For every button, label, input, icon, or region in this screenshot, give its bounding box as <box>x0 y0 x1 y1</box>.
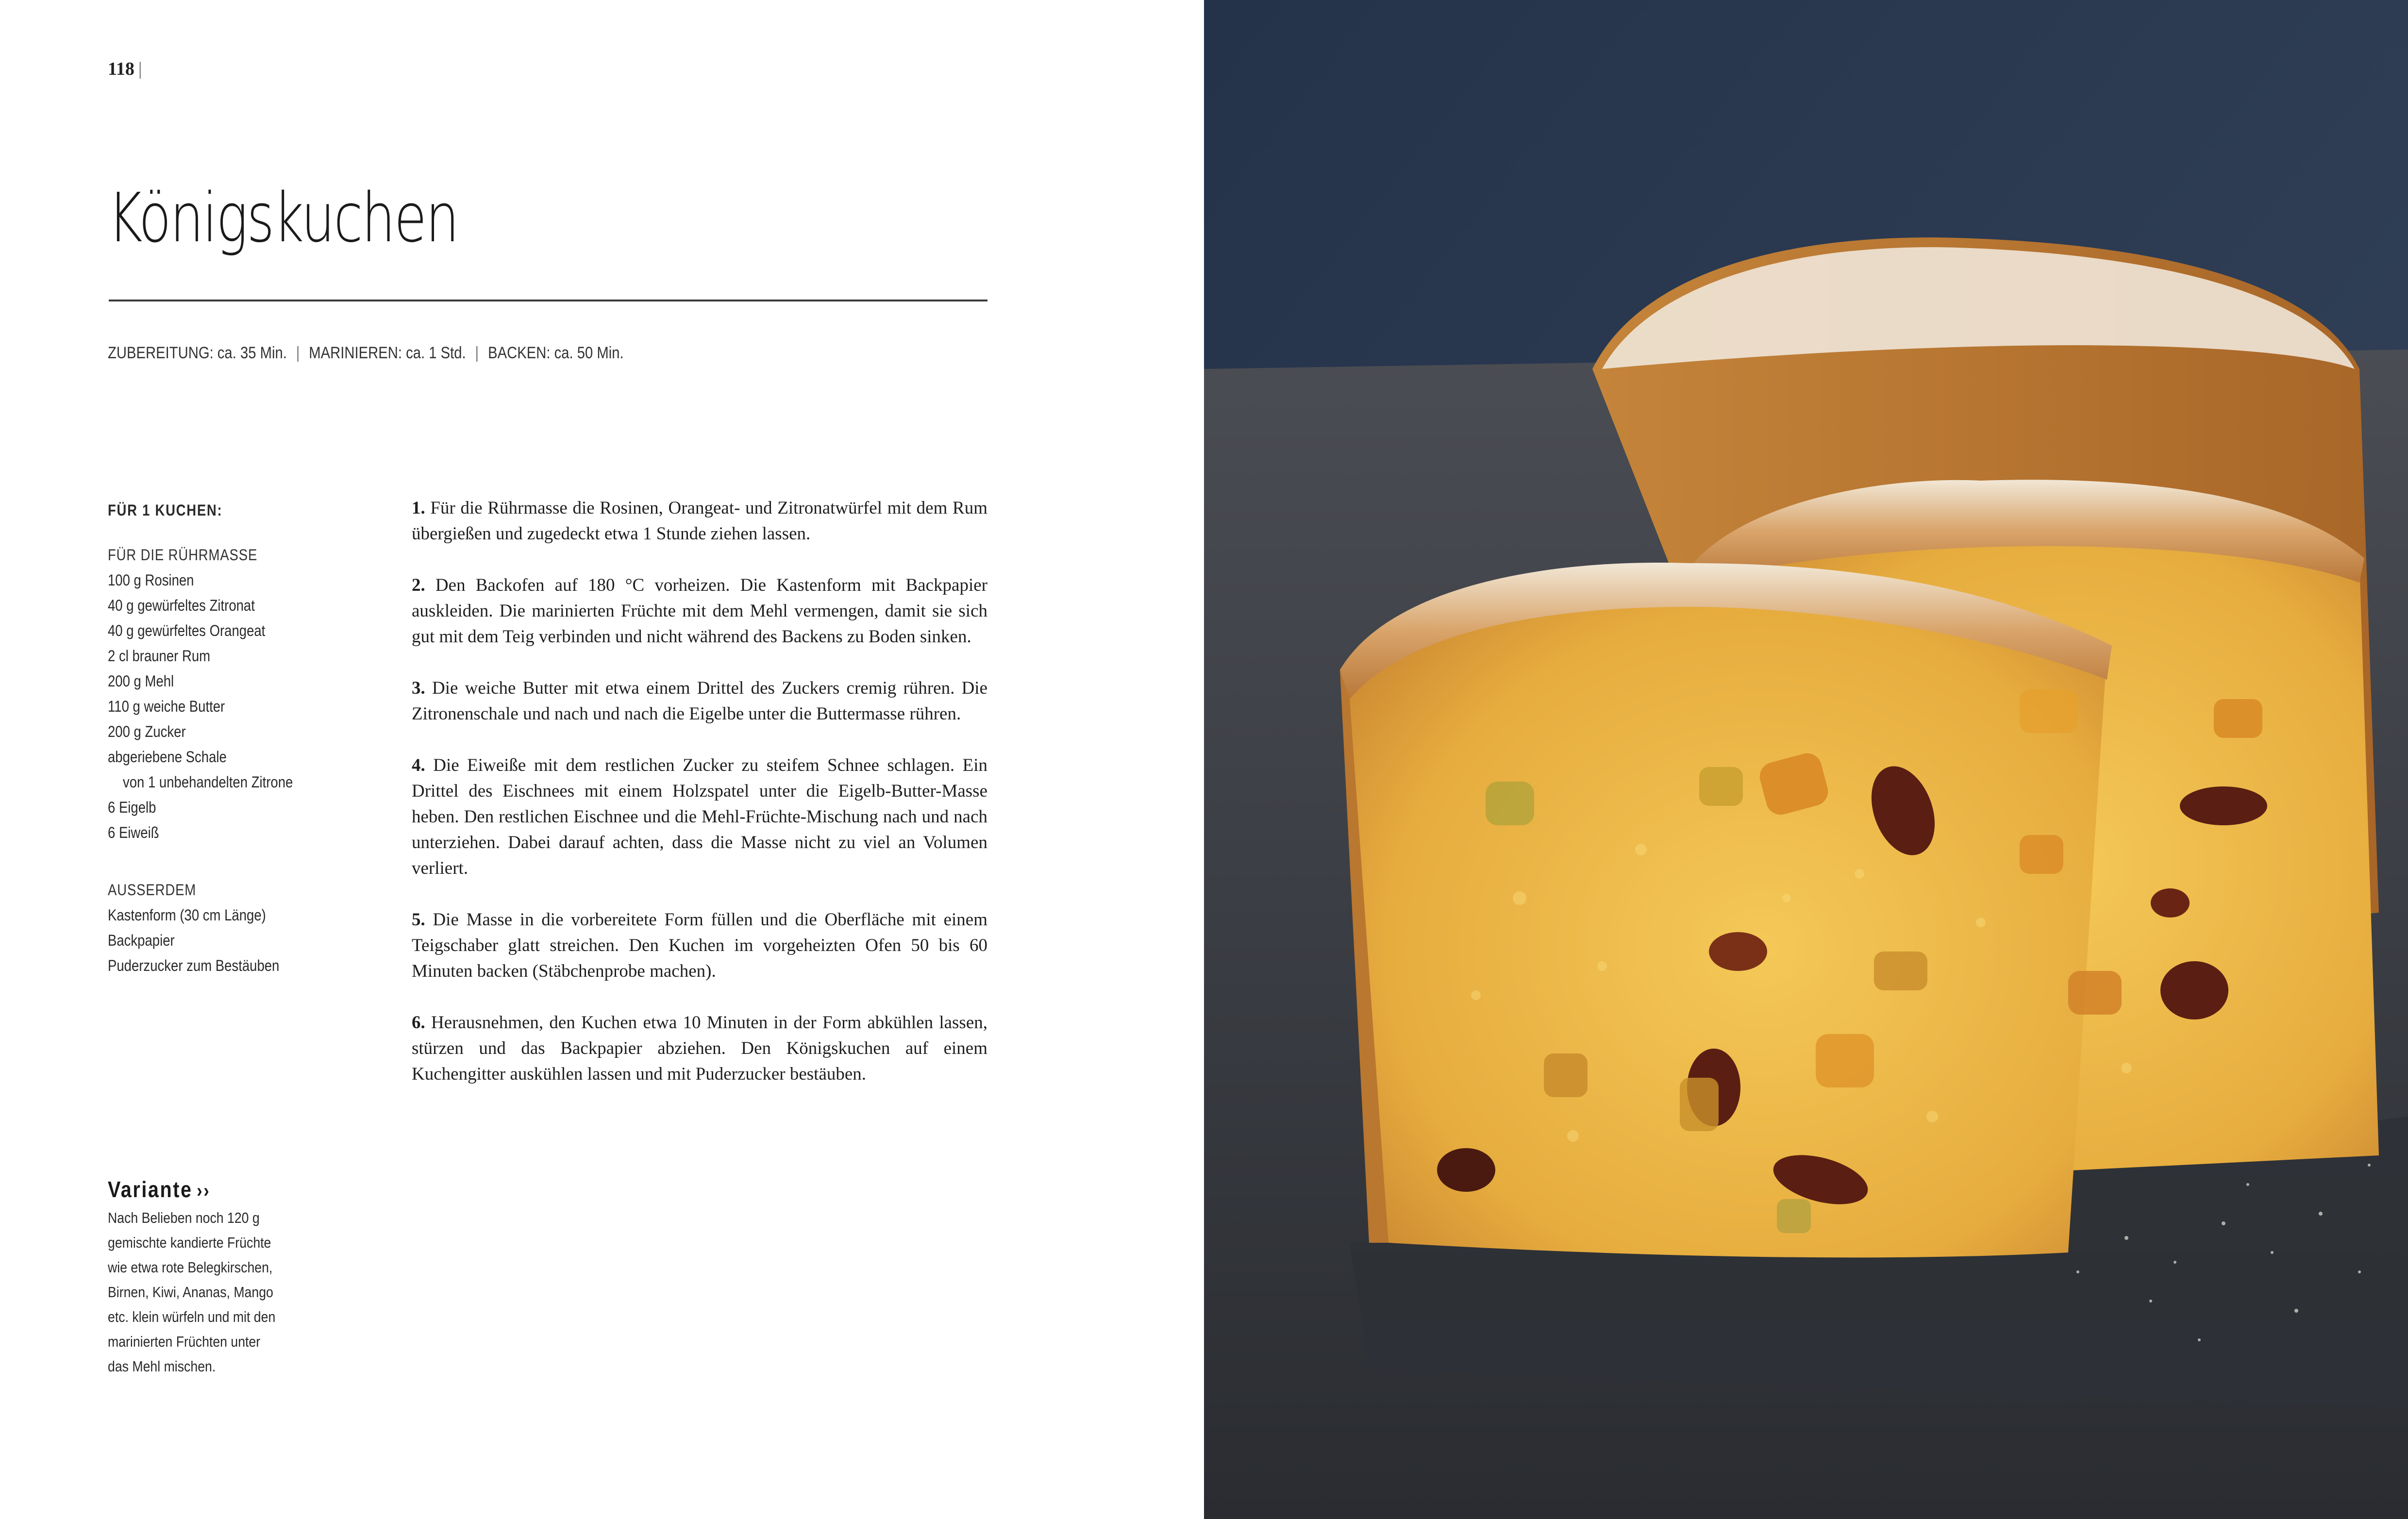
cake-photo <box>1204 0 2408 1519</box>
bake-time: BACKEN: ca. 50 Min. <box>488 344 624 362</box>
ingredients-heading: FÜR 1 KUCHEN: <box>108 501 223 519</box>
variation-line: etc. klein würfeln und mit den <box>108 1308 276 1325</box>
ingredients-column <box>108 498 375 978</box>
step-number: 1. <box>412 498 425 518</box>
recipe-title: Königskuchen <box>108 179 458 258</box>
ingredients-list <box>108 902 375 978</box>
page-number <box>108 58 142 80</box>
ingredient-item: abgeriebene Schale <box>108 748 227 766</box>
instructions-column <box>412 495 987 1113</box>
recipe-timings <box>108 344 624 363</box>
variation-line: Birnen, Kiwi, Ananas, Mango <box>108 1284 273 1301</box>
ingredient-item: 6 Eigelb <box>108 799 156 816</box>
step-text: Die Eiweiße mit dem restlichen Zucker zu steifem Schnee schlagen. Ein Drittel des Eischnees mit einem Holzspatel unter die Eigelb-Butter-Masse heben. Den restlichen Eischnee und die Mehl-Früchte-Mischung nach und nach unterziehen. Dabei darauf achten, dass die Masse nicht zu viel an Volumen verliert. <box>412 755 988 878</box>
timing-separator: | <box>296 344 300 362</box>
variation-title <box>108 1175 325 1205</box>
variation-line: wie etwa rote Belegkirschen, <box>108 1259 273 1276</box>
ingredient-item: 40 g gewürfeltes Orangeat <box>108 622 266 639</box>
ingredient-item: 40 g gewürfeltes Zitronat <box>108 597 255 614</box>
step-text: Für die Rührmasse die Rosinen, Orangeat- und Zitronatwürfel mit dem Rum übergießen und zugedeckt etwa 1 Stunde ziehen lassen. <box>412 498 987 544</box>
ingredient-item: Puderzucker zum Bestäuben <box>108 957 280 974</box>
step-number: 2. <box>412 575 425 595</box>
step-text: Den Backofen auf 180 °C vorheizen. Die Kastenform mit Backpapier auskleiden. Die marinierten Früchte mit dem Mehl vermengen, damit sie sich gut mit dem Teig verbinden und nicht während des Backens zu Boden sinken. <box>412 575 987 647</box>
ingredients-list <box>108 568 375 845</box>
ingredient-item: 100 g Rosinen <box>108 571 194 589</box>
ingredients-section-title: FÜR DIE RÜHRMASSE <box>108 546 258 564</box>
instruction-step <box>412 572 987 650</box>
ingredient-item: 6 Eiweiß <box>108 824 159 841</box>
instruction-step <box>412 752 987 881</box>
ingredient-item: 200 g Zucker <box>108 723 186 740</box>
step-number: 6. <box>412 1013 425 1033</box>
title-divider <box>109 300 987 301</box>
instruction-step <box>412 907 987 984</box>
step-text: Die weiche Butter mit etwa einem Drittel des Zuckers cremig rühren. Die Zitronenschale und nach und nach die Eigelbe unter die Buttermasse rühren. <box>412 678 987 724</box>
timing-separator: | <box>475 344 479 362</box>
step-text: Die Masse in die vorbereitete Form füllen und die Oberfläche mit einem Teigschaber glatt streichen. Den Kuchen im vorgeheizten Ofen 50 bis 60 Minuten backen (Stäbchenprobe machen). <box>412 910 987 981</box>
variation-line: das Mehl mischen. <box>108 1358 216 1375</box>
page-number-separator: | <box>138 59 142 79</box>
page-number-value: 118 <box>108 59 134 79</box>
step-number: 4. <box>412 755 425 775</box>
double-chevron-icon: ›› <box>197 1180 211 1202</box>
step-number: 3. <box>412 678 425 698</box>
prep-time: ZUBEREITUNG: ca. 35 Min. <box>108 344 287 362</box>
variation-line: gemischte kandierte Früchte <box>108 1234 271 1251</box>
ingredient-item: Backpapier <box>108 932 175 949</box>
marinate-time: MARINIEREN: ca. 1 Std. <box>309 344 466 362</box>
step-text: Herausnehmen, den Kuchen etwa 10 Minuten in der Form abkühlen lassen, stürzen und das Backpapier abziehen. Den Königskuchen auf einem Kuchengitter auskühlen lassen und mit Puderzucker bestäuben. <box>412 1013 988 1084</box>
instruction-step <box>412 1010 987 1087</box>
instruction-step <box>412 495 987 547</box>
ingredients-section-title: AUSSERDEM <box>108 881 197 899</box>
ingredient-item: von 1 unbehandelten Zitrone <box>122 773 293 791</box>
ingredient-item: 2 cl brauner Rum <box>108 647 211 665</box>
ingredient-item: Kastenform (30 cm Länge) <box>108 906 266 924</box>
variation-box <box>108 1175 325 1379</box>
variation-line: Nach Belieben noch 120 g <box>108 1209 260 1226</box>
cake-photo-illustration <box>1204 0 2408 1519</box>
step-number: 5. <box>412 910 425 930</box>
ingredient-item: 200 g Mehl <box>108 672 174 690</box>
instruction-step <box>412 675 987 727</box>
variation-title-text: Variante <box>108 1177 193 1202</box>
variation-line: marinierten Früchten unter <box>108 1333 261 1350</box>
ingredient-item: 110 g weiche Butter <box>108 698 225 715</box>
